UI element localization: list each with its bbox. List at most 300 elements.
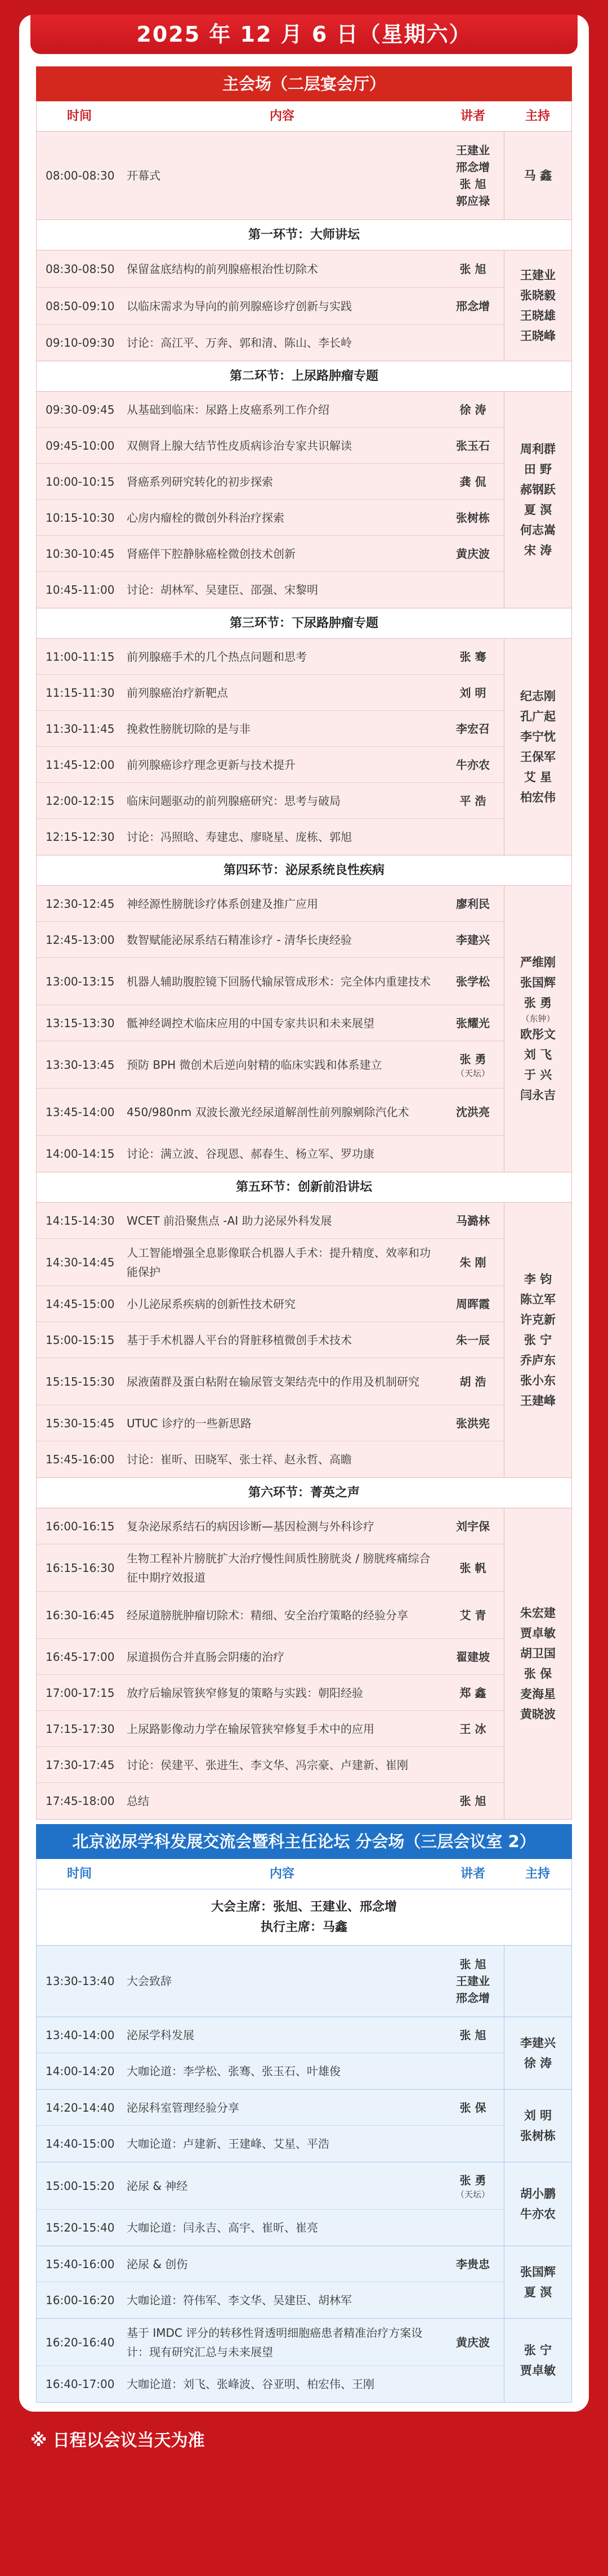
table-row <box>37 922 504 958</box>
session-group <box>37 2246 571 2319</box>
row-time: 14:40-15:00 <box>46 2137 115 2151</box>
host-cell <box>504 639 571 855</box>
speaker-name: 张洪宪 <box>456 1416 490 1430</box>
table-row <box>37 711 504 747</box>
host-name: 朱宏建 <box>520 1606 556 1620</box>
table-row <box>37 2246 504 2282</box>
session-group <box>37 2319 571 2403</box>
row-content: 前列腺癌手术的几个热点问题和思考 <box>127 649 307 664</box>
speaker-name: 张 旭 <box>459 2028 486 2042</box>
row-content: 以临床需求为导向的前列腺癌诊疗创新与实践 <box>127 299 352 313</box>
table-row <box>37 464 504 500</box>
host-name: 王晓峰 <box>520 329 556 343</box>
table-row <box>37 2366 504 2402</box>
row-speaker <box>442 1296 504 1312</box>
row-time: 16:20-16:40 <box>46 2335 115 2349</box>
table-row <box>37 1544 504 1592</box>
row-speaker <box>442 298 504 315</box>
row-speaker <box>442 756 504 773</box>
table-row <box>37 250 504 288</box>
speaker-name: 朱一辰 <box>456 1333 490 1347</box>
speaker-name: 郑 鑫 <box>459 1686 486 1700</box>
row-content: 前列腺癌治疗新靶点 <box>127 686 228 700</box>
table-row <box>37 325 504 361</box>
host-name: 许克新 <box>520 1313 556 1327</box>
row-content: 大咖论道：闫永吉、高宇、崔昕、崔亮 <box>127 2221 318 2234</box>
row-speaker: 张 旭 王建业 邢念增 <box>456 1957 490 2005</box>
table-row <box>37 2162 504 2210</box>
row-time: 16:45-17:00 <box>46 1650 115 1664</box>
speaker-name: 沈洪亮 <box>456 1105 490 1119</box>
table-row <box>37 1088 504 1136</box>
section-title: 第五环节：创新前沿讲坛 <box>37 1172 571 1203</box>
host-name: 何志嵩 <box>520 523 556 537</box>
row-content: 临床问题驱动的前列腺癌研究：思考与破局 <box>127 794 341 808</box>
speaker-name: 张 保 <box>459 2100 486 2114</box>
row-speaker <box>442 1104 504 1121</box>
table-row <box>37 2017 504 2053</box>
table-row <box>37 1441 504 1477</box>
row-content: 神经源性膀胱诊疗体系创建及推广应用 <box>127 897 318 911</box>
session-rows <box>37 392 504 608</box>
row-time: 11:15-11:30 <box>46 686 115 700</box>
row-time: 13:30-13:45 <box>46 1058 115 1072</box>
row-time: 13:00-13:15 <box>46 974 115 988</box>
table-row <box>37 1322 504 1358</box>
table-row <box>37 675 504 711</box>
session-rows <box>37 1508 504 1819</box>
row-time: 14:15-14:30 <box>46 1213 115 1227</box>
speaker-name: 张 旭 <box>459 1794 486 1808</box>
schedule-sheet <box>19 15 589 2412</box>
row-speaker: 王建业 邢念增 张 旭 郭应禄 <box>456 144 490 208</box>
exec-chair-line: 执行主席：马鑫 <box>260 1920 347 1934</box>
row-content: 双侧肾上腺大结节性皮质病诊治专家共识解读 <box>127 438 352 453</box>
row-time: 10:30-10:45 <box>46 546 115 561</box>
header-time: 时间 <box>66 109 92 123</box>
host-name: 纪志刚 <box>520 689 556 703</box>
speaker-name: 张学松 <box>456 974 490 988</box>
row-content: 经尿道膀胱肿瘤切除术：精细、安全治疗策略的经验分享 <box>127 1608 408 1622</box>
host-name: 孔广起 <box>520 710 556 723</box>
row-time: 15:30-15:45 <box>46 1416 115 1430</box>
host-cell <box>504 2162 571 2246</box>
host-name: 张 宁 <box>524 1333 552 1347</box>
host-name: 陈立军 <box>520 1293 556 1306</box>
row-speaker <box>442 1518 504 1535</box>
host-cell <box>504 2090 571 2162</box>
row-time: 14:20-14:40 <box>46 2100 115 2114</box>
host-name: 李宁忱 <box>520 730 556 743</box>
table-row <box>37 639 504 675</box>
row-content: 复杂泌尿系结石的病因诊断—基因检测与外科诊疗 <box>127 1519 374 1533</box>
host-name: 张小东 <box>520 1374 556 1387</box>
speaker-name: 李宏召 <box>456 722 490 736</box>
row-speaker <box>442 1051 504 1079</box>
host-cell <box>504 2319 571 2402</box>
row-content: 大咖论道：李学松、张骞、张玉石、叶雄俊 <box>127 2064 341 2078</box>
host-name: 于 兴 <box>524 1068 552 1082</box>
row-speaker <box>442 792 504 809</box>
row-speaker <box>442 509 504 526</box>
host-name: 徐 涛 <box>524 2057 552 2070</box>
host-name: 刘 明 <box>524 2109 552 2122</box>
session-group <box>37 886 571 1172</box>
row-time: 12:15-12:30 <box>46 830 115 844</box>
row-content: 肾癌伴下腔静脉癌栓微创技术创新 <box>127 546 296 561</box>
section-title: 第六环节：菁英之声 <box>37 1478 571 1508</box>
session-group <box>37 2017 571 2090</box>
table-row <box>37 2090 504 2126</box>
row-speaker <box>442 1793 504 1809</box>
table-row <box>37 132 504 219</box>
header-host: 主持 <box>525 1867 550 1881</box>
session-rows <box>37 886 504 1172</box>
host-cell <box>504 1946 571 2017</box>
speaker-name: 周晖霞 <box>456 1297 490 1311</box>
speaker-name: 张树栋 <box>456 510 490 525</box>
table-row <box>37 428 504 464</box>
row-content: 开幕式 <box>127 169 160 182</box>
opening-group <box>37 132 571 220</box>
row-content: 放疗后输尿管狭窄修复的策略与实践：朝阳经验 <box>127 1686 363 1700</box>
host-name: 欧彤文 <box>520 1028 556 1041</box>
sub-sections <box>37 2017 571 2403</box>
row-content: 尿道损伤合并直肠会阴瘘的治疗 <box>127 1650 284 1664</box>
row-speaker <box>442 1721 504 1737</box>
speaker-name: 张 帆 <box>459 1561 486 1575</box>
row-time: 13:30-13:40 <box>46 1974 115 1988</box>
session-group <box>37 250 571 361</box>
session-group <box>37 1508 571 1820</box>
host-cell <box>504 2246 571 2318</box>
row-time: 17:30-17:45 <box>46 1758 115 1772</box>
section-title: 第三环节：下尿路肿瘤专题 <box>37 608 571 639</box>
main-venue-title: 主会场（二层宴会厅） <box>36 66 572 101</box>
row-speaker <box>442 1332 504 1349</box>
row-time: 16:15-16:30 <box>46 1561 115 1575</box>
row-content: 小儿泌尿系疾病的创新性技术研究 <box>127 1297 296 1311</box>
section-title: 第二环节：上尿路肿瘤专题 <box>37 361 571 392</box>
row-content: WCET 前沿聚焦点 -AI 助力泌尿外科发展 <box>127 1213 332 1227</box>
row-speaker <box>442 1212 504 1229</box>
host-cell <box>504 886 571 1172</box>
host-name: 黄晓波 <box>520 1708 556 1721</box>
speaker-name: 朱 刚 <box>459 1255 486 1269</box>
row-content: 心房内瘤栓的微创外科治疗探索 <box>127 510 284 525</box>
speaker-name: 张 旭 <box>459 262 486 276</box>
table-row <box>37 1783 504 1819</box>
row-time: 15:15-15:30 <box>46 1374 115 1388</box>
section-title: 第四环节：泌尿系统良性疾病 <box>37 855 571 886</box>
row-speaker <box>442 2334 504 2351</box>
row-time: 17:45-18:00 <box>46 1794 115 1808</box>
table-row <box>37 747 504 783</box>
header-speaker: 讲者 <box>460 109 485 123</box>
table-row <box>37 1136 504 1172</box>
row-time: 11:00-11:15 <box>46 649 115 664</box>
row-speaker <box>442 1685 504 1701</box>
row-speaker <box>442 1254 504 1271</box>
session-group <box>37 639 571 855</box>
row-content: 总结 <box>127 1794 149 1808</box>
row-speaker <box>442 2027 504 2044</box>
main-sections <box>37 220 571 1820</box>
row-content: 讨论：满立波、谷现恩、郝春生、杨立军、罗功康 <box>127 1147 374 1161</box>
table-row <box>37 2053 504 2089</box>
row-speaker <box>442 473 504 490</box>
row-time: 08:30-08:50 <box>46 262 115 276</box>
table-row <box>37 2282 504 2318</box>
speaker-name: 马潞林 <box>456 1213 490 1227</box>
row-content: 泌尿科室管理经验分享 <box>127 2100 239 2114</box>
row-speaker <box>442 437 504 454</box>
host-name: 贾卓敏 <box>520 2364 556 2377</box>
row-time: 09:45-10:00 <box>46 438 115 453</box>
host-name: 刘 飞 <box>524 1048 552 1061</box>
row-content: 尿液菌群及蛋白粘附在输尿管支架结壳中的作用及机制研究 <box>127 1374 419 1388</box>
row-content: 大咖论道：刘飞、张峰波、谷亚明、柏宏伟、王刚 <box>127 2377 374 2391</box>
table-row <box>37 288 504 325</box>
row-speaker <box>442 684 504 701</box>
footer-note: ※ 日程以会议当天为准 <box>30 2431 205 2450</box>
row-content: UTUC 诊疗的一些新思路 <box>127 1416 252 1430</box>
table-row <box>37 886 504 922</box>
row-content: 大咖论道：符伟军、李文华、吴建臣、胡林军 <box>127 2293 352 2307</box>
chairs-section <box>37 1889 571 1946</box>
table-header <box>37 101 571 132</box>
row-speaker <box>442 2256 504 2273</box>
row-time: 15:45-16:00 <box>46 1453 115 1466</box>
table-row <box>37 1639 504 1675</box>
row-speaker <box>442 931 504 948</box>
speaker-name: 徐 涛 <box>459 402 486 416</box>
row-time: 10:15-10:30 <box>46 510 115 525</box>
table-row <box>37 1592 504 1639</box>
table-row <box>37 1946 504 2017</box>
host-cell <box>504 392 571 608</box>
row-speaker <box>442 895 504 912</box>
row-time: 16:00-16:15 <box>46 1519 115 1533</box>
host-cell <box>504 1508 571 1819</box>
row-content: 泌尿学科发展 <box>127 2028 194 2042</box>
row-content: 450/980nm 双波长激光经尿道解剖性前列腺剜除汽化术 <box>127 1105 409 1119</box>
row-time: 13:15-13:30 <box>46 1016 115 1030</box>
row-time: 09:30-09:45 <box>46 402 115 416</box>
date-banner: 2025 年 12 月 6 日（星期六） <box>30 15 578 54</box>
host-name: 李 钧 <box>524 1273 552 1286</box>
speaker-name: 艾 青 <box>459 1608 486 1622</box>
host-name: 夏 溟 <box>524 503 552 517</box>
sub-venue-table <box>36 1859 572 2403</box>
row-speaker <box>442 1607 504 1624</box>
session-rows <box>37 1203 504 1477</box>
header-time: 时间 <box>66 1867 92 1881</box>
row-time: 14:00-14:20 <box>46 2064 115 2078</box>
row-content: 讨论：侯建平、张进生、李文华、冯宗豪、卢建新、崔刚 <box>127 1758 408 1772</box>
session-rows <box>37 2162 504 2246</box>
host-name: 张 保 <box>524 1667 552 1681</box>
row-time: 17:00-17:15 <box>46 1686 115 1700</box>
chairs-line: 大会主席：张旭、王建业、邢念增 <box>211 1900 397 1914</box>
row-time: 08:50-09:10 <box>46 299 115 313</box>
row-speaker <box>442 401 504 418</box>
host-cell <box>504 1203 571 1477</box>
table-row <box>37 1041 504 1088</box>
row-content: 讨论：高江平、万奔、郭和清、陈山、李长岭 <box>127 336 352 350</box>
row-time: 14:30-14:45 <box>46 1255 115 1269</box>
session-rows <box>37 639 504 855</box>
row-time: 13:45-14:00 <box>46 1105 115 1119</box>
row-time: 14:45-15:00 <box>46 1297 115 1311</box>
session-rows <box>37 2319 504 2402</box>
row-content: 前列腺癌诊疗理念更新与技术提升 <box>127 758 296 772</box>
host-name: 王建业 <box>520 268 556 282</box>
row-speaker <box>442 1373 504 1390</box>
host-name: 乔庐东 <box>520 1354 556 1367</box>
row-content: 骶神经调控术临床应用的中国专家共识和未来展望 <box>127 1016 374 1030</box>
table-row <box>37 572 504 608</box>
speaker-name: 张 勇 <box>459 2173 486 2187</box>
table-row <box>37 1405 504 1441</box>
table-header <box>37 1859 571 1889</box>
row-time: 12:30-12:45 <box>46 897 115 911</box>
table-row <box>37 392 504 428</box>
row-time: 16:40-17:00 <box>46 2377 115 2391</box>
host-name: 张晓毅 <box>520 289 556 302</box>
host-name: （东钟） <box>521 1014 555 1024</box>
speaker-name: 张 骞 <box>459 649 486 664</box>
host-name: 张 宁 <box>524 2344 552 2357</box>
row-content: 预防 BPH 微创术后逆向射精的临床实践和体系建立 <box>127 1058 382 1072</box>
speaker-name: 翟建坡 <box>456 1650 490 1664</box>
host-name: 张 勇 <box>524 996 552 1010</box>
row-content: 泌尿 & 神经 <box>127 2179 188 2193</box>
speaker-name: 李贵忠 <box>456 2257 490 2271</box>
host-name: 王晓雄 <box>520 309 556 322</box>
host-name: 张国辉 <box>520 976 556 989</box>
table-row <box>37 1286 504 1322</box>
row-time: 14:00-14:15 <box>46 1147 115 1161</box>
row-content: 基于手术机器人平台的肾脏移植微创手术技术 <box>127 1333 352 1347</box>
table-row <box>37 819 504 855</box>
host-name: 宋 涛 <box>524 544 552 557</box>
session-rows <box>37 2090 504 2162</box>
row-time: 13:40-14:00 <box>46 2028 115 2042</box>
session-group <box>37 2162 571 2246</box>
row-time: 16:00-16:20 <box>46 2293 115 2307</box>
session-group <box>37 392 571 608</box>
session-rows <box>37 2017 504 2089</box>
host-name: 麦海星 <box>520 1687 556 1701</box>
host-name: 王建峰 <box>520 1394 556 1408</box>
row-time: 11:45-12:00 <box>46 758 115 772</box>
host-name: 张树栋 <box>520 2129 556 2143</box>
speaker-note: （天坛） <box>455 1068 490 1078</box>
table-row <box>37 783 504 819</box>
table-row <box>37 1711 504 1747</box>
row-speaker <box>442 720 504 737</box>
host-name: 闫永吉 <box>520 1088 556 1102</box>
row-content: 上尿路影像动力学在输尿管狭窄修复手术中的应用 <box>127 1722 374 1736</box>
host-cell: 马 鑫 <box>504 132 571 219</box>
row-time: 15:20-15:40 <box>46 2221 115 2234</box>
speaker-name: 廖利民 <box>456 897 490 911</box>
row-content: 从基础到临床：尿路上皮癌系列工作介绍 <box>127 402 329 416</box>
row-speaker <box>442 261 504 277</box>
row-speaker <box>442 2172 504 2200</box>
table-row <box>37 1203 504 1239</box>
table-row <box>37 2210 504 2246</box>
row-time: 10:45-11:00 <box>46 583 115 597</box>
header-content: 内容 <box>269 1867 294 1881</box>
row-content: 基于 IMDC 评分的转移性肾透明细胞癌患者精准治疗方案设计：现有研究汇总与未来展望 <box>127 2326 423 2359</box>
row-time: 15:00-15:20 <box>46 2179 115 2193</box>
speaker-name: 张 勇 <box>459 1052 486 1066</box>
speaker-name: 李建兴 <box>456 933 490 947</box>
section-title: 第一环节：大师讲坛 <box>37 220 571 250</box>
host-name: 张国辉 <box>520 2265 556 2279</box>
header-speaker: 讲者 <box>460 1867 485 1881</box>
row-time: 15:00-15:15 <box>46 1333 115 1347</box>
row-time: 16:30-16:45 <box>46 1608 115 1622</box>
host-name: 田 野 <box>524 463 552 476</box>
row-time: 08:00-08:30 <box>46 169 115 182</box>
row-content: 生物工程补片膀胱扩大治疗慢性间质性膀胱炎 / 膀胱疼痛综合征中期疗效报道 <box>127 1551 431 1584</box>
table-row <box>37 1005 504 1041</box>
row-content: 人工智能增强全息影像联合机器人手术：提升精度、效率和功能保护 <box>127 1246 431 1279</box>
row-content: 挽救性膀胱切除的是与非 <box>127 722 251 736</box>
host-cell <box>504 2017 571 2089</box>
table-row <box>37 536 504 572</box>
row-speaker <box>442 1415 504 1432</box>
row-content: 大咖论道：卢建新、王建峰、艾星、平浩 <box>127 2137 329 2151</box>
speaker-name: 张玉石 <box>456 438 490 453</box>
sub-venue-title: 北京泌尿学科发展交流会暨科主任论坛 分会场（三层会议室 2） <box>36 1824 572 1859</box>
table-row <box>37 958 504 1005</box>
host-name: 贾卓敏 <box>520 1627 556 1640</box>
row-time: 09:10-09:30 <box>46 336 115 350</box>
table-row <box>37 1675 504 1711</box>
host-name: 夏 溟 <box>524 2286 552 2299</box>
row-content: 大会致辞 <box>127 1974 172 1988</box>
host-name: 胡卫国 <box>520 1647 556 1660</box>
session-rows <box>37 2246 504 2318</box>
row-time: 12:00-12:15 <box>46 794 115 808</box>
host-name: 李建兴 <box>520 2036 556 2050</box>
speaker-name: 黄庆波 <box>456 546 490 561</box>
host-name: 周利群 <box>520 442 556 456</box>
row-time: 15:40-16:00 <box>46 2257 115 2271</box>
session-rows <box>37 250 504 361</box>
row-speaker <box>442 648 504 665</box>
host-name: 胡小鹏 <box>520 2187 556 2201</box>
host-name: 牛亦农 <box>520 2207 556 2221</box>
speaker-name: 黄庆波 <box>456 2335 490 2349</box>
row-content: 保留盆底结构的前列腺癌根治性切除术 <box>127 262 318 276</box>
speaker-name: 王 冰 <box>459 1722 486 1736</box>
speaker-name: 平 浩 <box>459 794 486 808</box>
speaker-name: 张耀光 <box>456 1016 490 1030</box>
speaker-name: 邢念增 <box>456 299 490 313</box>
table-row <box>37 1508 504 1544</box>
row-time: 17:15-17:30 <box>46 1722 115 1736</box>
speaker-name: 刘宇保 <box>456 1519 490 1533</box>
host-name: 王保军 <box>520 750 556 764</box>
speaker-name: 牛亦农 <box>456 758 490 772</box>
row-speaker <box>442 1560 504 1576</box>
main-venue-table <box>36 101 572 1820</box>
